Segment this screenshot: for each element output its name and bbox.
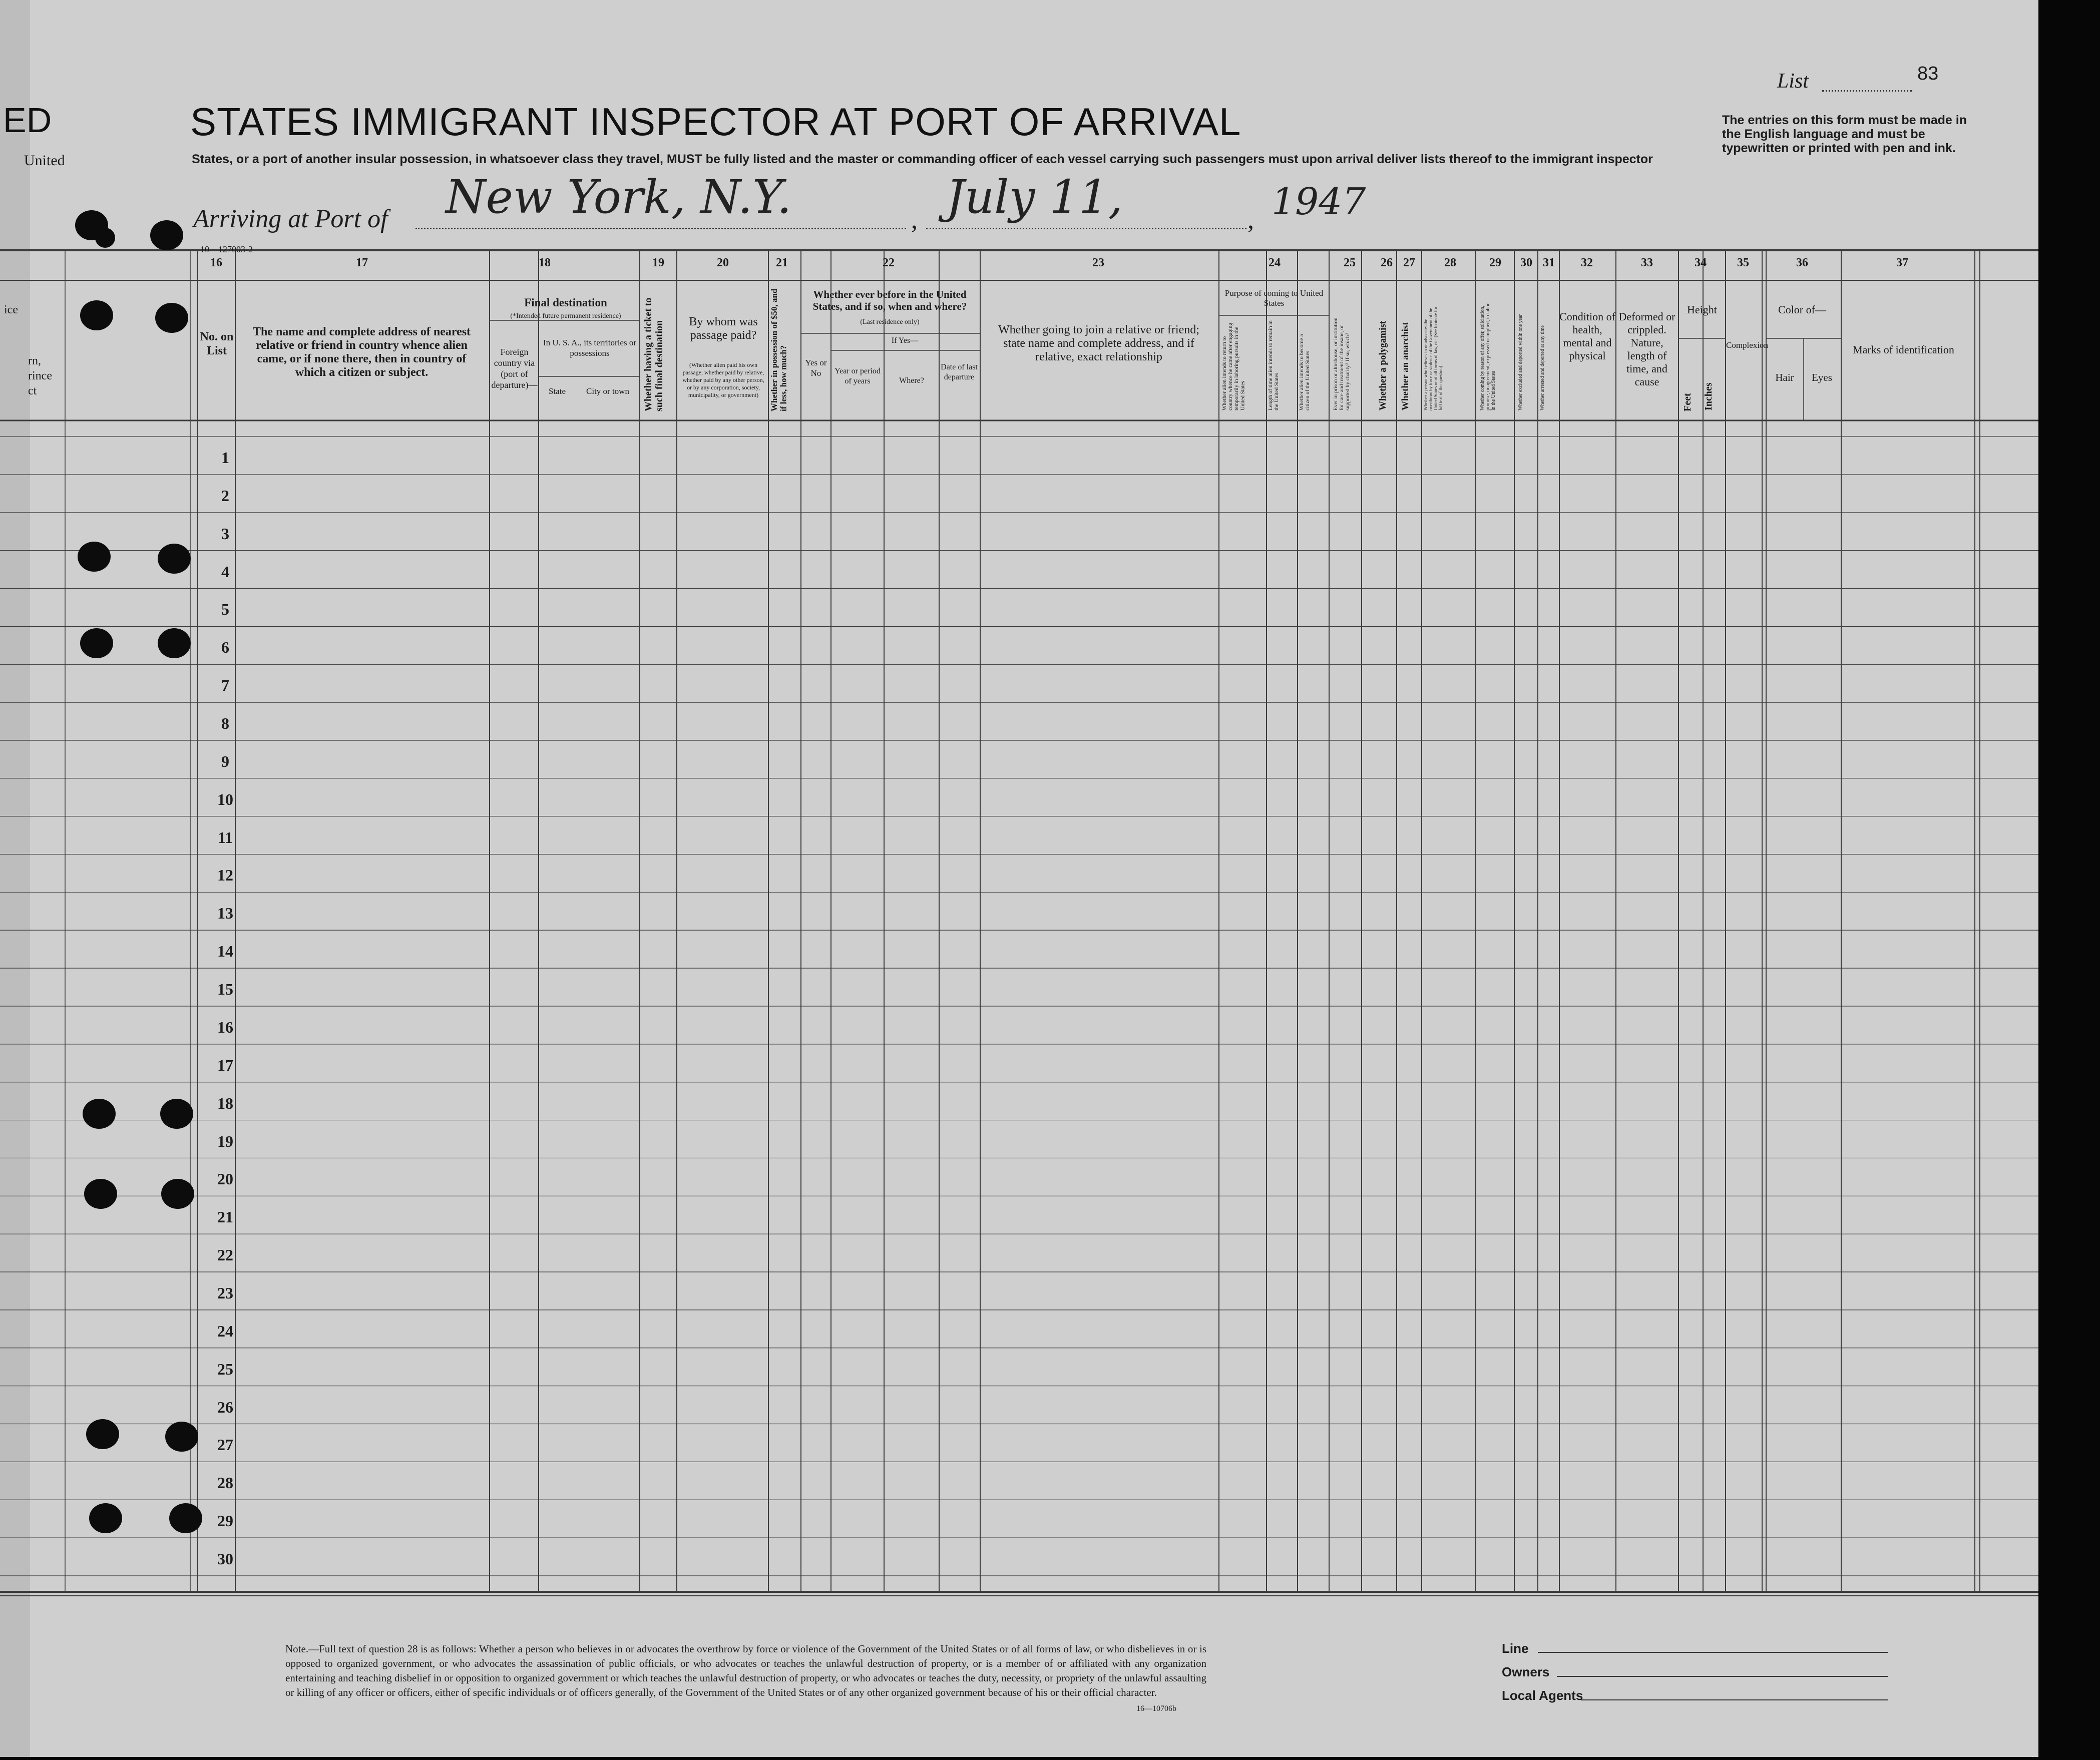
col-num-30: 30: [1520, 256, 1532, 269]
comma-1: ,: [911, 206, 918, 234]
col20-sub: (Whether alien paid his own passage, whether paid by relative, whether paid by any other person, or by any corporation, society, municipality, or government): [682, 361, 764, 398]
col24-title: Purpose of coming to United States: [1224, 288, 1324, 308]
row-number: 9: [221, 752, 229, 770]
date-handwritten: July 11,: [946, 170, 1123, 224]
row-number: 2: [221, 486, 229, 505]
col30-heading: Whether excluded and deported within one year: [1518, 314, 1523, 410]
col-num-18: 18: [539, 256, 551, 269]
col31-heading: Whether arrested and deported at any time: [1540, 325, 1545, 410]
left-fragment-b: rn,: [28, 354, 41, 367]
punch-hole: [89, 1503, 122, 1533]
port-line: [415, 228, 906, 229]
row-number: 29: [217, 1512, 233, 1530]
col34-title: Height: [1687, 303, 1717, 316]
col19-heading: Whether having a ticket to such final destination: [643, 297, 665, 411]
entries-note: The entries on this form must be made in the English language and must be typewritten or printed with pen and ink.: [1722, 113, 1967, 155]
col22-yesno: Yes or No: [805, 358, 827, 378]
col-num-33: 33: [1641, 256, 1653, 269]
col18-title: Final destination: [524, 296, 607, 309]
col-num-37: 37: [1896, 256, 1908, 269]
row-number: 10: [217, 790, 233, 808]
col35-heading: Complexion: [1726, 340, 1769, 350]
row-number: 21: [217, 1208, 233, 1226]
col33-heading: Deformed or crippled. Nature, length of time, and cause: [1618, 310, 1675, 388]
list-number: 83: [1917, 63, 1939, 84]
punch-hole: [158, 628, 191, 658]
agents-label: Local Agents: [1502, 1688, 1583, 1703]
row-number: 28: [217, 1474, 233, 1492]
punch-hole: [155, 303, 188, 333]
col18-state: State: [549, 386, 566, 396]
row-number: 18: [217, 1094, 233, 1112]
col21-heading: Whether in possession of $50, and if less, how much?: [769, 288, 788, 411]
col22-year: Year or period of years: [834, 367, 881, 385]
col-num-28: 28: [1444, 256, 1456, 269]
col-num-25: 25: [1344, 256, 1356, 269]
col37-heading: Marks of identification: [1853, 343, 1954, 356]
row-number: 7: [221, 676, 229, 695]
row-number: 30: [217, 1550, 233, 1568]
line-field: [1538, 1652, 1888, 1653]
col22-title: Whether ever before in the United States, and if so, when and where?: [812, 288, 967, 312]
col-num-17: 17: [356, 256, 368, 269]
agents-field: [1581, 1699, 1888, 1700]
row-number: 25: [217, 1360, 233, 1378]
row-number: 19: [217, 1132, 233, 1150]
col22-sub: (Last residence only): [860, 318, 920, 326]
col-num-35: 35: [1737, 256, 1749, 269]
col-num-16: 16: [210, 256, 222, 269]
row-number: 15: [217, 980, 233, 999]
col-num-34: 34: [1695, 256, 1707, 269]
row-number: 3: [221, 524, 229, 543]
col20-title: By whom was passage paid?: [689, 315, 758, 342]
col-num-19: 19: [652, 256, 664, 269]
col24-a: Whether alien intends to return to country whence he came after engaging temporarily in laboring pursuits in the United States: [1221, 323, 1246, 410]
punch-hole: [160, 1099, 193, 1129]
row-number: 13: [217, 904, 233, 923]
col22-where: Where?: [899, 376, 924, 385]
row-number: 17: [217, 1056, 233, 1074]
col34-inches: Inches: [1703, 382, 1714, 410]
row-number: 14: [217, 942, 233, 961]
col25-heading: Ever in prison or almshouse, or institution for care and treatment of the insane, or supported by charity? If so, which?: [1333, 317, 1351, 410]
col-num-27: 27: [1403, 256, 1415, 269]
col-num-23: 23: [1092, 256, 1104, 269]
row-number: 4: [221, 562, 229, 581]
col18-usa: In U. S. A., its territories or possessions: [543, 338, 637, 358]
row-number: 6: [221, 638, 229, 657]
col18-city: City or town: [586, 386, 629, 396]
col17-heading: The name and complete address of nearest relative or friend in country whence alien came, or if none there, then in country of which a citizen or subject.: [252, 325, 471, 379]
col29-heading: Whether coming by reason of any offer, solicitation, promise, or agreement, expressed or implied, to labor in the United States: [1480, 303, 1496, 410]
comma-2: ,: [1247, 206, 1254, 234]
punch-hole: [150, 220, 183, 250]
col36-hair: Hair: [1775, 371, 1794, 383]
left-fragment-d: ct: [28, 384, 37, 397]
col18-sub: (*Intended future permanent residence): [510, 312, 621, 320]
col23-heading: Whether going to join a relative or friend; state name and complete address, and if relative, exact relationship: [998, 323, 1199, 363]
col-num-32: 32: [1581, 256, 1593, 269]
form-subtitle: States, or a port of another insular possession, in whatsoever class they travel, MUST be fully listed and the master or commanding officer of each vessel carrying such passengers must upon arrival deliver lists thereof to the immigrant inspector: [192, 152, 1653, 166]
footnote-q28: Note.—Full text of question 28 is as follows: Whether a person who believes in or advocates the overthrow by force or violence of the Government of the United States or of all forms of law, or who disbelieves in or is opposed to organized government, or who advocates the assassination of public officials, or who advocates or teaches the unlawful destruction of property, or is a member of or affiliated with any organization entertaining and teaching disbelief in or opposition to organized government or which teaches the unlawful destruction of property, or who advocates or teaches the duty, necessity, or propriety of the unlawful assaulting or killing of any officer or officers, either of specific individuals or of officers generally, of the Government of the United States or of any other organized government because of his or their official character.: [285, 1643, 1206, 1698]
col24-b: Length of time alien intends to remain in the United States: [1268, 320, 1280, 410]
col-num-24: 24: [1269, 256, 1281, 269]
punch-hole: [158, 544, 191, 574]
col-num-36: 36: [1796, 256, 1808, 269]
form-title: STATES IMMIGRANT INSPECTOR AT PORT OF ARRIVAL: [190, 100, 1241, 144]
row-number: 16: [217, 1018, 233, 1036]
col26-heading: Whether a polygamist: [1378, 320, 1388, 410]
year-text: 1947: [1272, 180, 1366, 223]
punch-hole: [80, 300, 113, 330]
col34-feet: Feet: [1682, 393, 1693, 411]
col-num-21: 21: [776, 256, 788, 269]
col-num-22: 22: [883, 256, 895, 269]
punch-hole: [86, 1419, 119, 1449]
col16-heading: No. on List: [200, 330, 234, 357]
punch-hole: [165, 1422, 198, 1452]
punch-hole: [161, 1179, 194, 1209]
row-number: 20: [217, 1170, 233, 1188]
list-dotted-line: [1822, 90, 1912, 92]
row-number: 23: [217, 1283, 233, 1302]
left-fragment-text: ED: [3, 101, 52, 140]
row-number: 11: [217, 828, 233, 846]
col36-title: Color of—: [1778, 303, 1826, 316]
col-num-29: 29: [1489, 256, 1501, 269]
col27-heading: Whether an anarchist: [1400, 322, 1411, 410]
punch-hole: [78, 542, 111, 572]
col22-date: Date of last departure: [941, 363, 978, 381]
punch-hole: [95, 228, 115, 248]
col18-foreign: Foreign country via (port of departure)—: [491, 347, 538, 390]
left-fragment-c: rince: [28, 369, 52, 382]
owners-label: Owners: [1502, 1664, 1550, 1679]
list-label: List: [1777, 70, 1809, 93]
punch-hole: [83, 1099, 116, 1129]
row-number: 27: [217, 1436, 233, 1454]
col-num-20: 20: [717, 256, 729, 269]
col24-c: Whether alien intends to become a citizen of the United States: [1299, 334, 1311, 410]
col-num-31: 31: [1543, 256, 1555, 269]
col22-ifyes: If Yes—: [891, 336, 919, 345]
row-number: 24: [217, 1322, 233, 1340]
punch-hole: [80, 628, 113, 658]
left-fragment-a: ice: [4, 303, 18, 316]
row-number: 22: [217, 1246, 233, 1264]
arriving-label: Arriving at Port of: [193, 205, 388, 233]
col32-heading: Condition of health, mental and physical: [1559, 310, 1615, 362]
punch-hole: [84, 1179, 117, 1209]
col28-heading: Whether a person who believes in or advocates the overthrow by force or violence of the Government of the United States or of all forms of law, etc. (See footnote for full text of this question): [1423, 306, 1443, 410]
row-number: 5: [221, 600, 229, 619]
row-number: 12: [217, 866, 233, 885]
col-num-26: 26: [1381, 256, 1393, 269]
col36-eyes: Eyes: [1812, 371, 1832, 383]
owners-field: [1557, 1676, 1888, 1677]
row-number: 1: [221, 449, 229, 467]
row-number: 8: [221, 714, 229, 733]
row-number: 26: [217, 1398, 233, 1416]
line-label: Line: [1502, 1641, 1529, 1656]
punch-hole: [169, 1503, 202, 1533]
date-line: [926, 228, 1246, 229]
left-fragment-sub: United: [24, 152, 65, 169]
port-handwritten: New York, N.Y.: [446, 170, 792, 224]
form-code: 10—127003-2: [200, 244, 253, 254]
footer-form-code: 16—10706b: [1136, 1704, 1176, 1713]
